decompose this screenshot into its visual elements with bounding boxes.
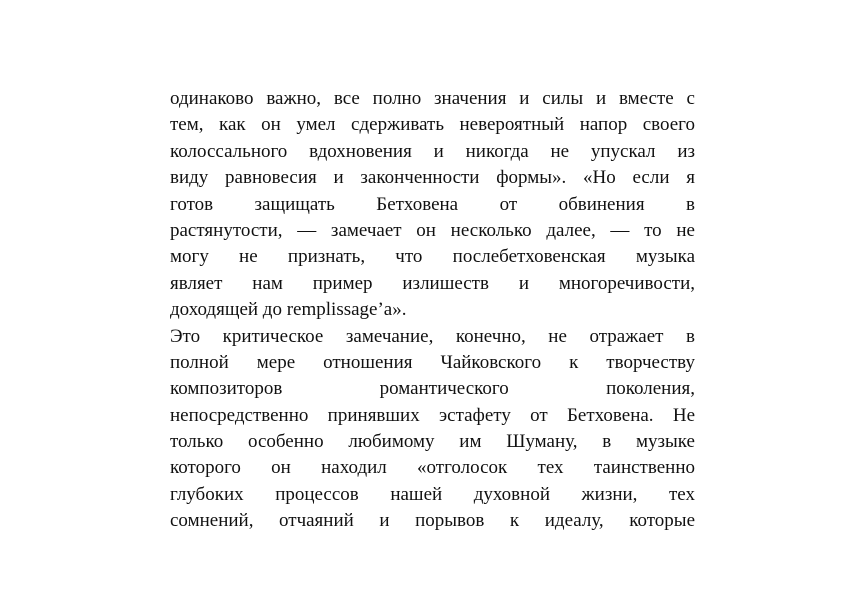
text-line: только особенно любимому им Шуману, в музыке bbox=[170, 431, 695, 453]
text-line: готов защищать Бетховена от обвинения в bbox=[170, 193, 695, 215]
text-line: растянутости, — замечает он несколько далее, — то не bbox=[170, 219, 695, 241]
text-line: одинаково важно, все полно значения и силы и вместе с bbox=[170, 88, 695, 109]
text-line: Это критическое замечание, конечно, не отражает в bbox=[170, 325, 695, 347]
text-line: которого он находил «отголосок тех таинственно bbox=[170, 457, 695, 479]
text-line: могу не признать, что послебетховенская музыка bbox=[170, 246, 695, 268]
body-text bbox=[170, 86, 695, 535]
text-line: сомнений, отчаяний и порывов к идеалу, которые bbox=[170, 510, 695, 532]
text-line: композиторов романтического поколения, bbox=[170, 378, 695, 400]
text-line: тем, как он умел сдерживать невероятный напор своего bbox=[170, 114, 695, 136]
text-line: колоссального вдохновения и никогда не упускал из bbox=[170, 140, 695, 162]
text-line: непосредственно принявших эстафету от Бетховена. Не bbox=[170, 404, 695, 426]
text-line: глубоких процессов нашей духовной жизни, тех bbox=[170, 483, 695, 505]
text-line: полной мере отношения Чайковского к творчеству bbox=[170, 351, 695, 373]
text-line: являет нам пример излишеств и многоречивости, bbox=[170, 272, 695, 294]
text-line: доходящей до remplissage’а». bbox=[170, 299, 407, 321]
text-line: виду равновесия и законченности формы». «Но если я bbox=[170, 167, 695, 189]
